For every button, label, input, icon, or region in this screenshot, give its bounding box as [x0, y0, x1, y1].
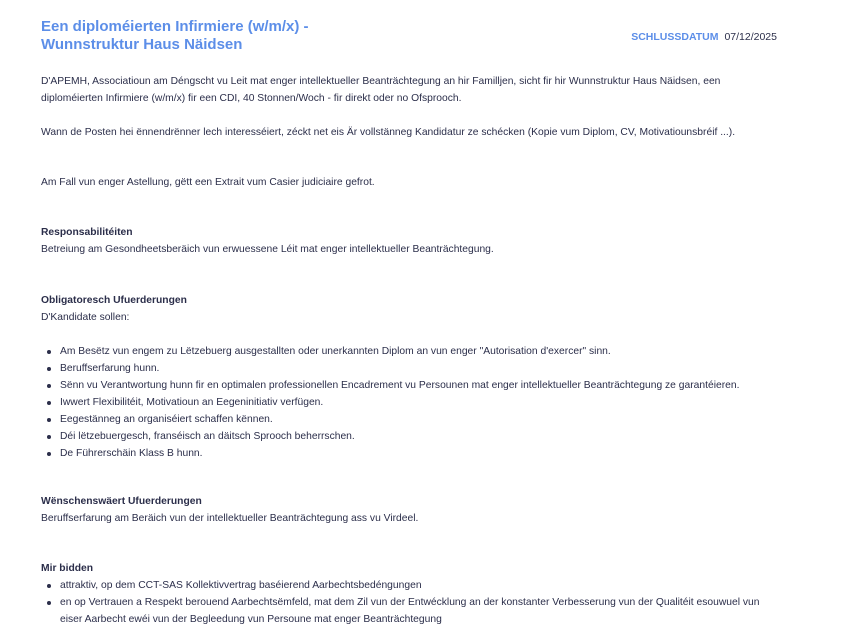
job-header — [41, 0, 781, 68]
list-item: attraktiv, op dem CCT-SAS Kollektivvertrag baséierend Aarbechtsbedéngungen — [41, 577, 781, 594]
offer-heading: Mir bidden — [41, 563, 94, 574]
requirements-heading: Obligatoresch Ufuerderungen — [41, 295, 187, 306]
offer-list — [41, 577, 781, 628]
intro-paragraph: Am Fall vun enger Astellung, gëtt een Extrait vum Casier judiciaire gefrot. — [41, 177, 375, 188]
list-item: Beruffserfarung hunn. — [41, 360, 781, 377]
list-item: Am Besëtz vun engem zu Lëtzebuerg ausgestallten oder unerkannten Diplom an vun enger "Autorisation d'exercer" sinn. — [41, 343, 781, 360]
intro-paragraph: D'APEMH, Associatioun am Déngscht vu Leit mat enger intellektueller Beanträchtegung an hir Familljen, sicht fir hir Wunnstruktur Haus Näidsen, een diploméierten Infirmiere (w/m/x) fir een CDI, 40 Stonnen/Woch - fir direkt oder no Ofsprooch. — [41, 76, 721, 104]
offer-section — [41, 560, 781, 628]
desired-text: Beruffserfarung am Beräich vun der intellektueller Beanträchtegung ass vu Virdeel. — [41, 513, 419, 524]
requirements-intro: D'Kandidate sollen: — [41, 312, 130, 323]
list-item: Iwwert Flexibilitéit, Motivatioun an Eegeninitiativ verfügen. — [41, 394, 781, 411]
closing-date — [631, 30, 777, 44]
requirements-list — [41, 343, 781, 462]
job-posting — [41, 0, 781, 625]
list-item: Déi lëtzebuergesch, franséisch an däitsch Sprooch beherrschen. — [41, 428, 781, 445]
list-item: Eegestänneg an organiséiert schaffen kënnen. — [41, 411, 781, 428]
list-item: Sënn vu Verantwortung hunn fir en optimalen professionellen Encadrement vu Persounen mat enger intellektueller Beanträchtegung ze garantéieren. — [41, 377, 781, 394]
requirements-section — [41, 292, 781, 462]
intro-paragraph: Wann de Posten hei ënnendrënner lech interesséiert, zéckt net eis Är vollstänneg Kandidatur ze schécken (Kopie vum Diplom, CV, Motivatiounsbréif ...). — [41, 127, 736, 138]
closing-date-label: SCHLUSSDATUM — [631, 31, 719, 43]
list-item: De Führerschäin Klass B hunn. — [41, 445, 781, 462]
closing-date-value: 07/12/2025 — [724, 31, 777, 43]
job-title: Een diploméierten Infirmiere (w/m/x) - Wunnstruktur Haus Näidsen — [41, 18, 309, 53]
responsibilities-section — [41, 224, 781, 258]
responsibilities-text: Betreiung am Gesondheetsberäich vun erwuessene Léit mat enger intellektueller Beanträchtegung. — [41, 244, 494, 255]
desired-section — [41, 493, 781, 527]
responsibilities-heading: Responsabilitéiten — [41, 227, 133, 238]
list-item: en op Vertrauen a Respekt berouend Aarbechtsëmfeld, mat dem Zil vun der Entwécklung an der konstanter Verbesserung vun der Qualitéit esouwuel vun eiser Aarbecht ewéi vun der Begleedung vun Persoune mat enger Beanträchtegung — [41, 594, 781, 628]
desired-heading: Wënschenswäert Ufuerderungen — [41, 496, 202, 507]
